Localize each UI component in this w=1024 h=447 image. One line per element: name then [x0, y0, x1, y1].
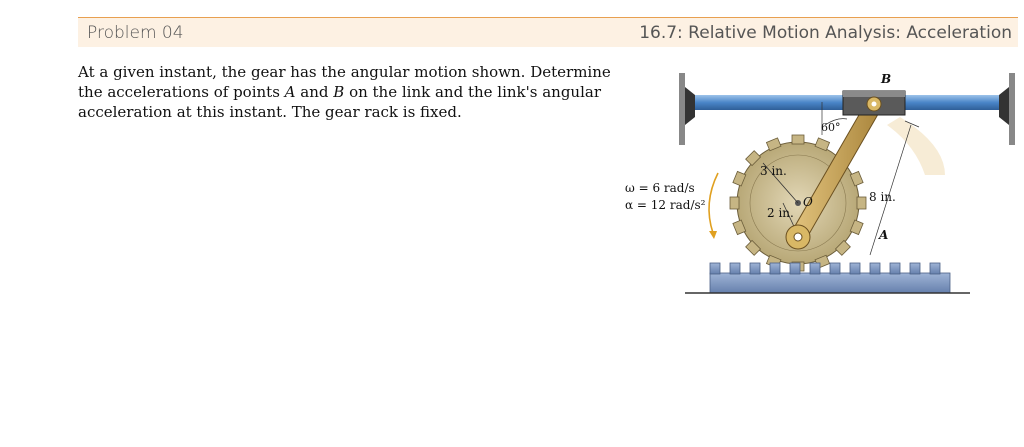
- statement-text-2: and: [295, 83, 334, 101]
- omega-arrowhead: [709, 231, 717, 239]
- section-title: 16.7: Relative Motion Analysis: Acceleration: [639, 23, 1012, 43]
- label-a: A: [879, 228, 889, 242]
- left-support: [679, 73, 695, 145]
- statement-text-1: At a given instant, the gear has the angular motion shown. Determine the accelerations of points: [78, 63, 611, 101]
- header-bar: [78, 17, 1018, 47]
- label-3in: 3 in.: [760, 164, 787, 178]
- label-o: O: [803, 195, 813, 209]
- label-b: B: [881, 72, 892, 86]
- problem-statement: [78, 62, 613, 122]
- point-a-ref: A: [284, 83, 296, 101]
- omega-arrow: [709, 173, 718, 233]
- label-omega: ω = 6 rad/s: [625, 181, 695, 195]
- label-8in: 8 in.: [869, 190, 896, 204]
- statement-text-3: on the link and the link's angular acceleration at this instant. The gear rack is fixed.: [78, 83, 601, 121]
- label-2in: 2 in.: [767, 206, 794, 220]
- right-support: [999, 73, 1015, 145]
- point-b-ref: B: [333, 83, 345, 101]
- collar-b: [843, 91, 905, 115]
- label-angle: 60°: [821, 121, 841, 134]
- gear-rack: [685, 263, 970, 293]
- label-alpha: α = 12 rad/s²: [625, 198, 706, 212]
- gear-link-figure: [615, 55, 1020, 305]
- problem-label: Problem 04: [87, 23, 184, 43]
